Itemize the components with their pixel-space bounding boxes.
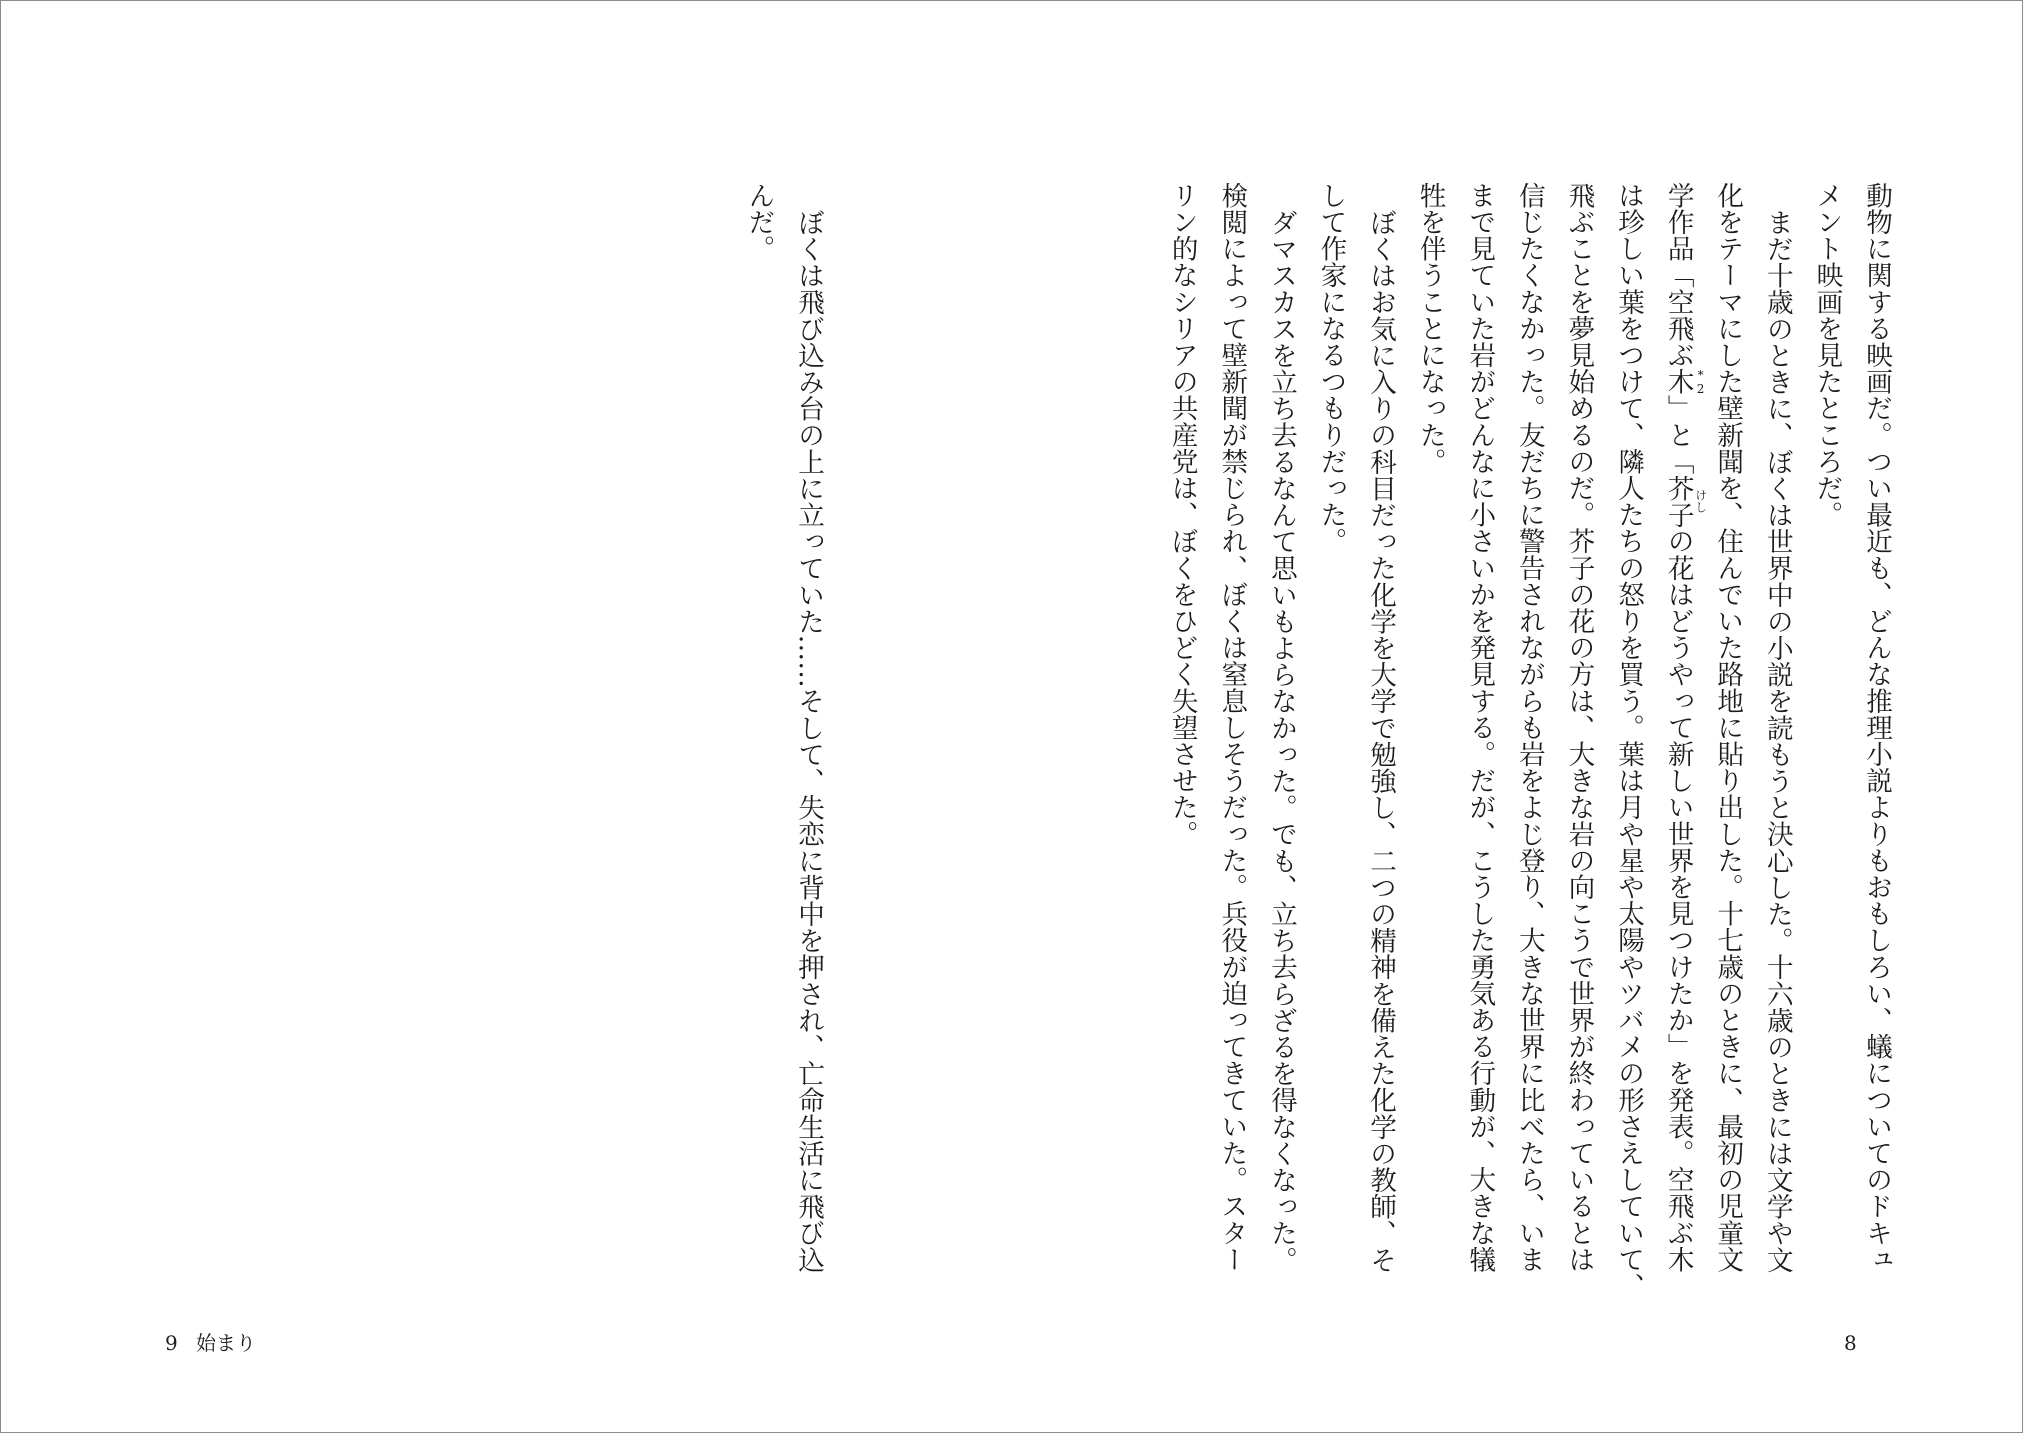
footnote-marker: *2 — [1693, 367, 1708, 396]
furigana: けし — [1693, 489, 1708, 514]
text-column: 化をテーマにした壁新聞を、住んでいた路地に貼り出した。十七歳のときに、最初の児童文 — [1712, 182, 1744, 1273]
page-number: 9 — [165, 1331, 178, 1355]
text-column: 牲を伴うことになった。 — [1414, 182, 1446, 475]
text-column: リン的なシリアの共産党は、ぼくをひどく失望させた。 — [1166, 182, 1198, 847]
text-column: 検閲によって壁新聞が禁じられ、ぼくは窒息しそうだった。兵役が迫ってきていた。スター — [1216, 182, 1248, 1273]
text-column: 飛ぶことを夢見始めるのだ。芥子の花の方は、大きな岩の向こうで世界が終わっているとは — [1563, 182, 1595, 1273]
text-column: 動物に関する映画だ。つい最近も、どんな推理小説よりもおもしろい、蟻についてのドキュ — [1861, 182, 1892, 1273]
text-column: まで見ていた岩がどんなに小さいかを発見する。だが、こうした勇気ある行動が、大きな犠 — [1464, 182, 1496, 1273]
text-segment: 学作品「空飛ぶ — [1662, 182, 1694, 369]
text-segment: の花はどうやって新しい世界を見つけたか」を発表。空飛ぶ木 — [1662, 527, 1694, 1273]
text-column: んだ。 — [743, 182, 775, 262]
ruby-base-text: 芥子 — [1662, 474, 1694, 528]
left-page-text — [734, 182, 833, 1274]
ruby-group — [1662, 367, 1708, 396]
ruby-base-text: 木 — [1662, 368, 1694, 395]
text-column: メント映画を見たところだ。 — [1811, 182, 1843, 528]
text-column: ぼくは飛び込み台の上に立っていた……そして、失恋に背中を押され、亡命生活に飛び込 — [793, 208, 824, 1273]
text-segment: 」と「 — [1662, 394, 1694, 475]
ruby-group — [1662, 474, 1708, 528]
text-column — [1653, 182, 1708, 1274]
text-column: ぼくはお気に入りの科目だった化学を大学で勉強し、二つの精神を備えた化学の教師、そ — [1365, 208, 1397, 1273]
text-column: ダマスカスを立ち去るなんて思いもよらなかった。でも、立ち去らざるを得なくなった。 — [1265, 208, 1297, 1273]
text-column: して作家になるつもりだった。 — [1315, 182, 1347, 555]
right-page-text — [1157, 182, 1901, 1300]
text-column: は珍しい葉をつけて、隣人たちの怒りを買う。葉は月や星や太陽やツバメの形さえしていて、 — [1613, 182, 1645, 1300]
text-column: 信じたくなかった。友だちに警告されながらも岩をよじ登り、大きな世界に比べたら、いま — [1513, 182, 1545, 1273]
running-head: 始まり — [196, 1331, 256, 1355]
text-column: まだ十歳のときに、ぼくは世界中の小説を読もうと決心した。十六歳のときには文学や文 — [1761, 208, 1793, 1273]
page-number: 8 — [1844, 1331, 1857, 1355]
